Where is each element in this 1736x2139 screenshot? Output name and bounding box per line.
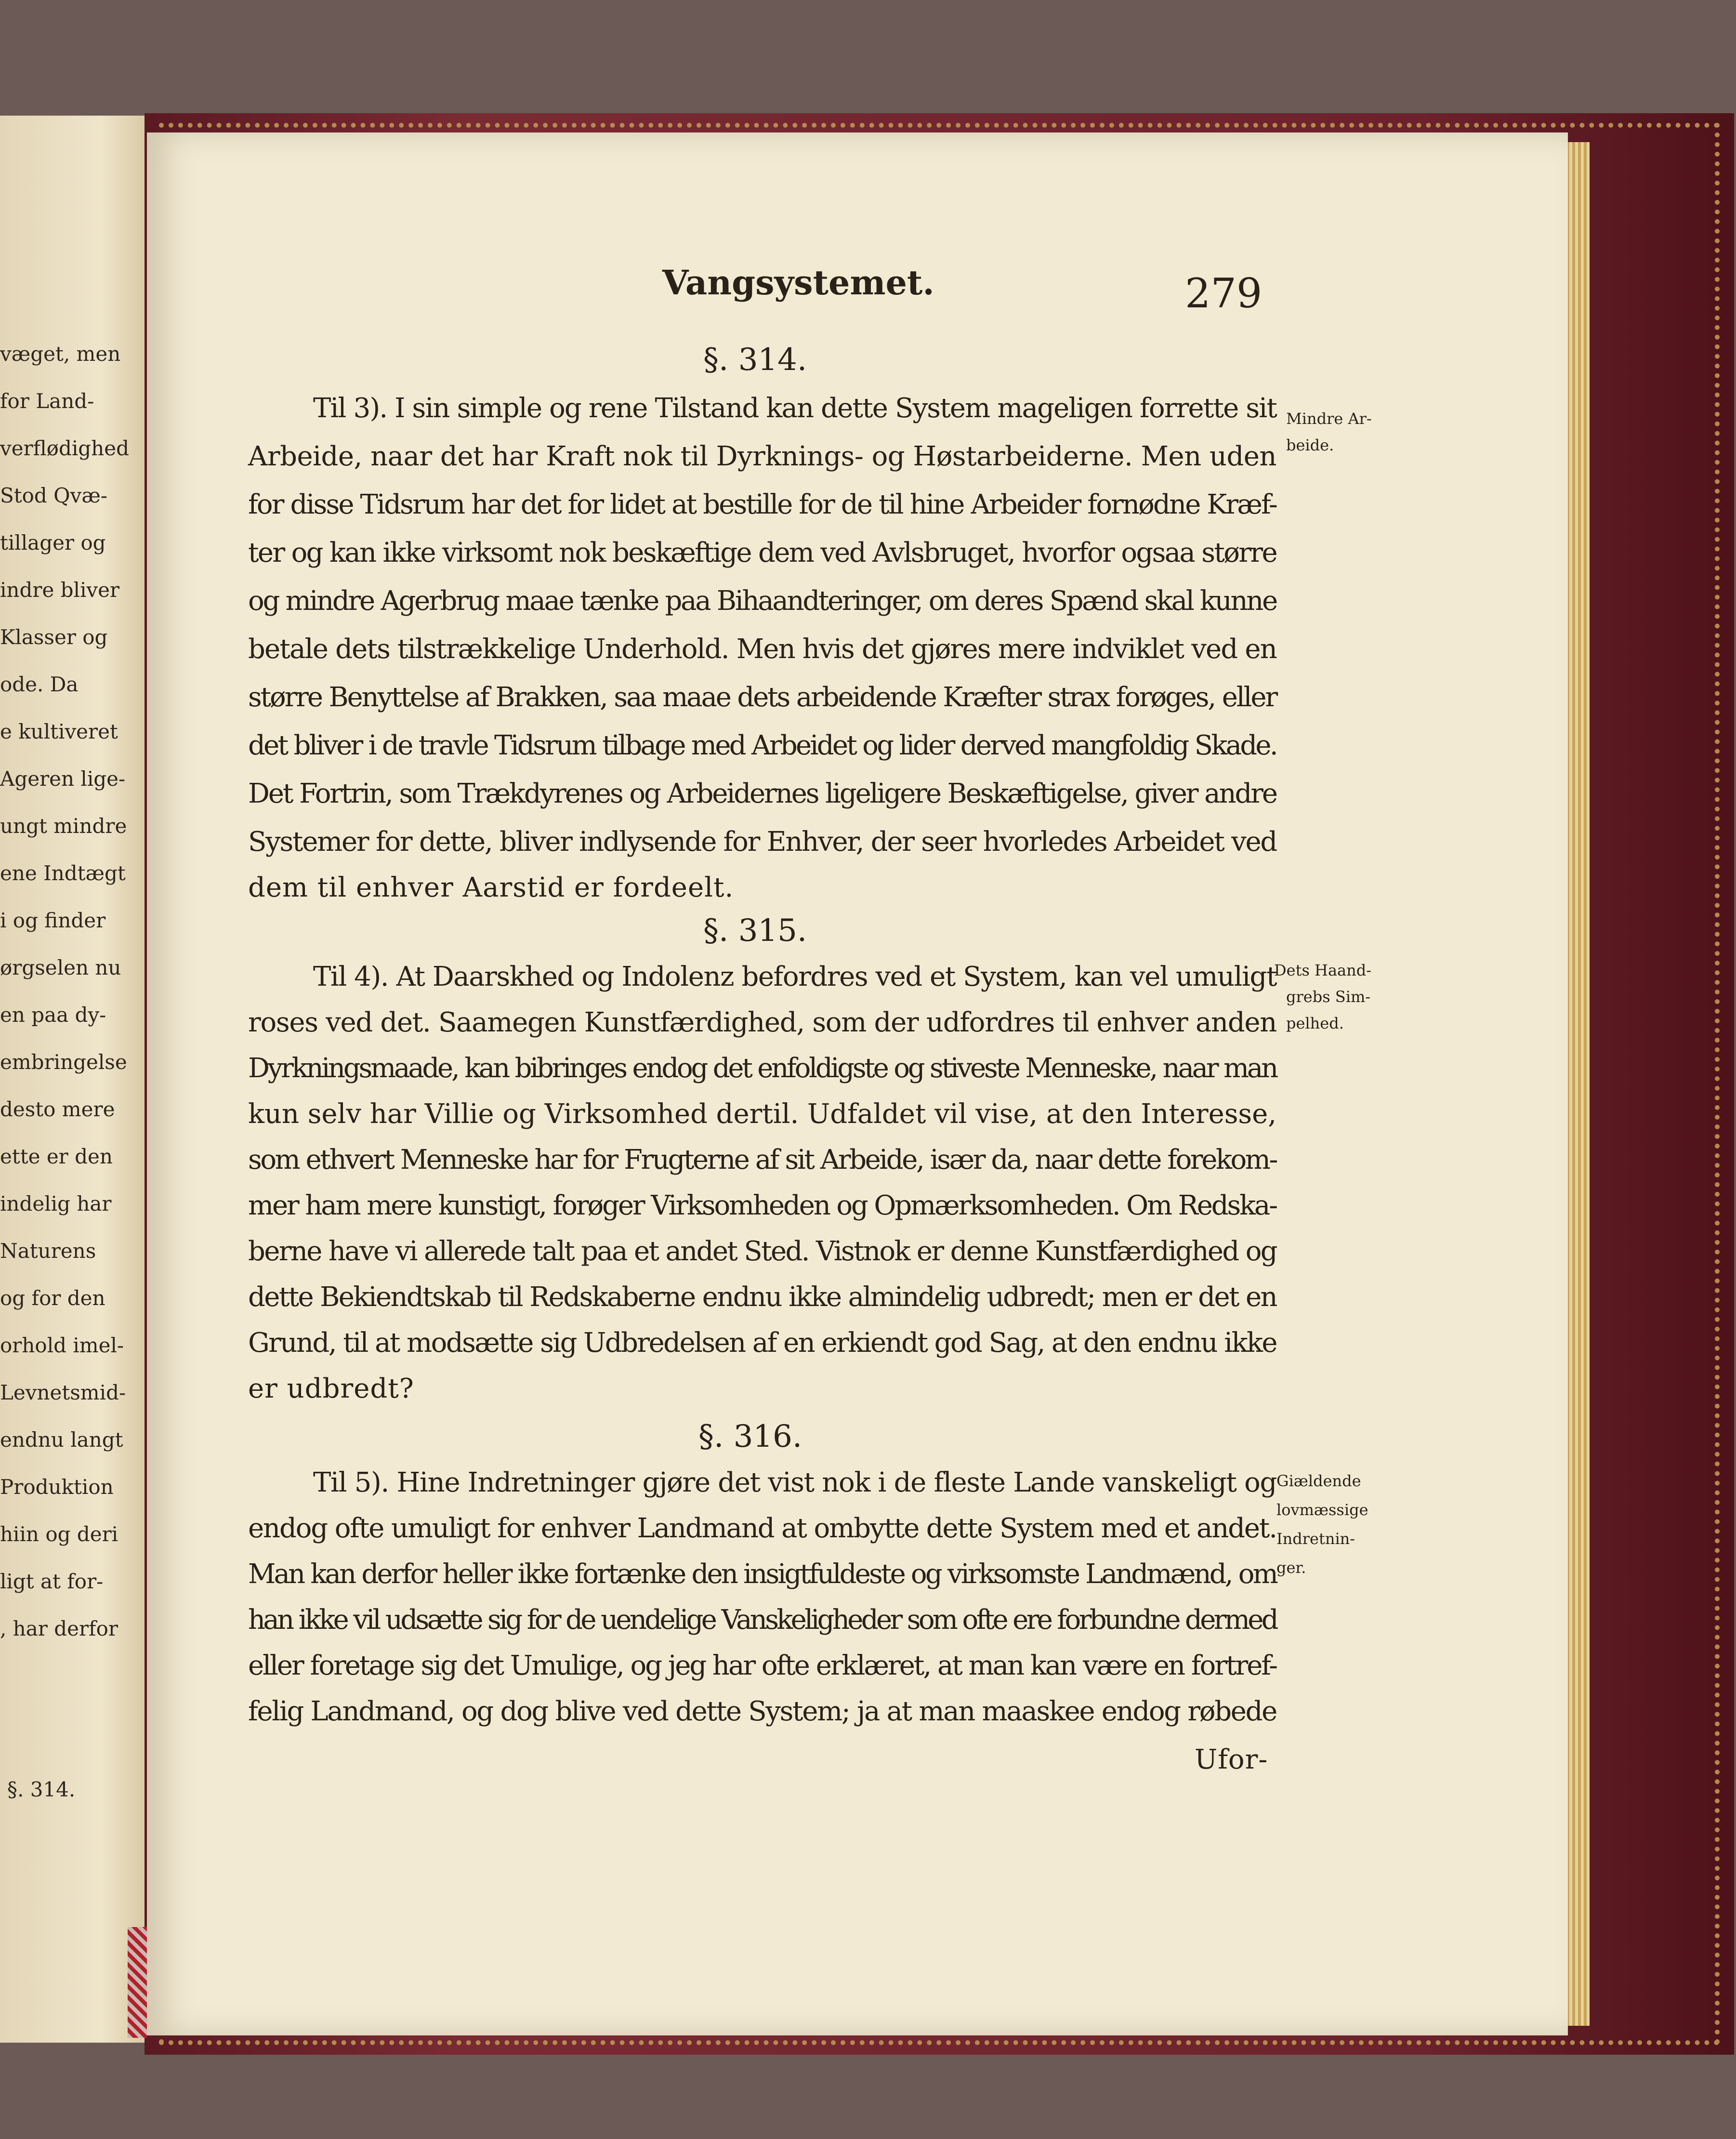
left-page-fragment: ene Indtægt [0, 861, 126, 885]
left-page-fragment: indre bliver [0, 578, 120, 602]
text-line: Til 4). At Daarskhed og Indolenz befordres ved et System, kan vel umuligt [313, 961, 1276, 992]
left-page-fragment: for Land- [0, 389, 94, 413]
text-line: Det Fortrin, som Trækdyrenes og Arbeidernes ligeligere Beskæftigelse, giver andre [248, 778, 1276, 809]
text-line: mer ham mere kunstigt, forøger Virksomheden og Opmærksomheden. Om Redska- [248, 1190, 1277, 1221]
left-page-fragment: , har derfor [0, 1617, 118, 1640]
text-line: som ethvert Menneske har for Frugterne af sit Arbeide, især da, naar dette forekom- [248, 1144, 1276, 1175]
text-line: Dyrkningsmaade, kan bibringes endog det enfoldigste og stiveste Menneske, naar man [248, 1053, 1276, 1084]
text-line: det bliver i de travle Tidsrum tilbage med Arbeidet og lider derved mangfoldig Skade. [248, 730, 1276, 761]
text-line: dette Bekiendtskab til Redskaberne endnu ikke almindelig udbredt; men er det en [248, 1281, 1276, 1313]
left-page-fragment: ungt mindre [0, 814, 127, 838]
left-page-fragment: en paa dy- [0, 1003, 106, 1027]
left-page-edge [128, 1927, 147, 2038]
left-page-fragment: i og finder [0, 909, 106, 932]
left-page-fragment: e kultiveret [0, 720, 118, 743]
left-page-fragment: Ageren lige- [0, 767, 126, 791]
text-line: er udbredt? [248, 1373, 414, 1404]
catchword: Ufor- [1195, 1744, 1268, 1775]
left-page-fragment: §. 314. [7, 1778, 76, 1801]
text-line: ter og kan ikke virksomt nok beskæftige dem ved Avlsbruget, hvorfor ogsaa større [248, 537, 1276, 568]
left-page-fragment: Levnetsmid- [0, 1381, 126, 1404]
left-page-fragment: indelig har [0, 1192, 112, 1215]
margin-note-line: lovmæssige [1276, 1501, 1368, 1519]
left-page-fragment: embringelse [0, 1050, 127, 1074]
left-page-fragment: Klasser og [0, 625, 108, 649]
text-line: dem til enhver Aarstid er fordeelt. [248, 872, 734, 903]
margin-note-line: grebs Sim- [1286, 988, 1371, 1006]
text-line: Til 3). I sin simple og rene Tilstand kan dette System mageligen forrette sit [313, 393, 1276, 424]
section-heading: §. 316. [698, 1419, 802, 1454]
section-heading: §. 315. [703, 913, 807, 949]
left-page-fragment: væget, men [0, 342, 121, 366]
margin-note-line: Giældende [1276, 1472, 1361, 1490]
margin-note-line: beide. [1286, 436, 1334, 454]
left-page-fragment: ligt at for- [0, 1570, 104, 1593]
text-line: han ikke vil udsætte sig for de uendelige Vanskeligheder som ofte ere forbundne dermed [248, 1604, 1276, 1636]
left-page-fragment: og for den [0, 1286, 105, 1310]
left-page-fragment: hiin og deri [0, 1522, 118, 1546]
margin-note-line: pelhed. [1286, 1014, 1344, 1032]
section-heading: §. 314. [703, 342, 807, 378]
text-line: felig Landmand, og dog blive ved dette System; ja at man maaskee endog røbede [248, 1696, 1276, 1727]
left-page-fragment: tillager og [0, 531, 106, 555]
text-line: eller foretage sig det Umulige, og jeg har ofte erklæret, at man kan være en fortref- [248, 1650, 1276, 1681]
left-page-fragment: Naturens [0, 1239, 96, 1263]
margin-note-line: Dets Haand- [1274, 961, 1372, 979]
text-line: for disse Tidsrum har det for lidet at bestille for de til hine Arbeider fornødne Kræf- [248, 489, 1276, 520]
text-line: Man kan derfor heller ikke fortænke den insigtfuldeste og virksomste Landmænd, om [248, 1558, 1276, 1590]
left-page-fragment: ette er den [0, 1145, 113, 1168]
margin-note-line: Mindre Ar- [1286, 409, 1372, 428]
text-line: større Benyttelse af Brakken, saa maae dets arbeidende Kræfter strax forøges, eller [248, 682, 1277, 713]
text-line: kun selv har Villie og Virksomhed dertil. Udfaldet vil vise, at den Interesse, [248, 1098, 1276, 1130]
text-line: endog ofte umuligt for enhver Landmand at ombytte dette System med et andet. [248, 1513, 1276, 1544]
left-page-fragment: desto mere [0, 1097, 115, 1121]
text-line: roses ved det. Saamegen Kunstfærdighed, som der udfordres til enhver anden [248, 1007, 1276, 1038]
text-line: Grund, til at modsætte sig Udbredelsen af en erkiendt god Sag, at den endnu ikke [248, 1327, 1276, 1359]
running-head: Vangsystemet. [662, 263, 934, 303]
left-page-fragment: ørgselen nu [0, 956, 121, 979]
left-page-fragment: verflødighed [0, 436, 129, 460]
left-page-fragment: Stod Qvæ- [0, 484, 108, 507]
left-page-fragment: ode. Da [0, 673, 79, 696]
text-line: og mindre Agerbrug maae tænke paa Bihaandteringer, om deres Spænd skal kunne [248, 585, 1276, 617]
page-number: 279 [1185, 270, 1263, 317]
margin-note-line: ger. [1276, 1558, 1306, 1577]
left-page-fragment: Produktion [0, 1475, 114, 1499]
text-line: Til 5). Hine Indretninger gjøre det vist nok i de fleste Lande vanskeligt og [313, 1467, 1277, 1498]
left-page-fragment: endnu langt [0, 1428, 123, 1452]
margin-note-line: Indretnin- [1276, 1530, 1355, 1548]
text-line: betale dets tilstrækkelige Underhold. Men hvis det gjøres mere indviklet ved en [248, 634, 1276, 665]
text-line: Systemer for dette, bliver indlysende for Enhver, der seer hvorledes Arbeidet ved [248, 826, 1276, 858]
text-line: Arbeide, naar det har Kraft nok til Dyrknings- og Høstarbeiderne. Men uden [248, 441, 1276, 472]
left-page-fragment: orhold imel- [0, 1334, 124, 1357]
text-line: berne have vi allerede talt paa et andet Sted. Vistnok er denne Kunstfærdighed og [248, 1236, 1276, 1267]
